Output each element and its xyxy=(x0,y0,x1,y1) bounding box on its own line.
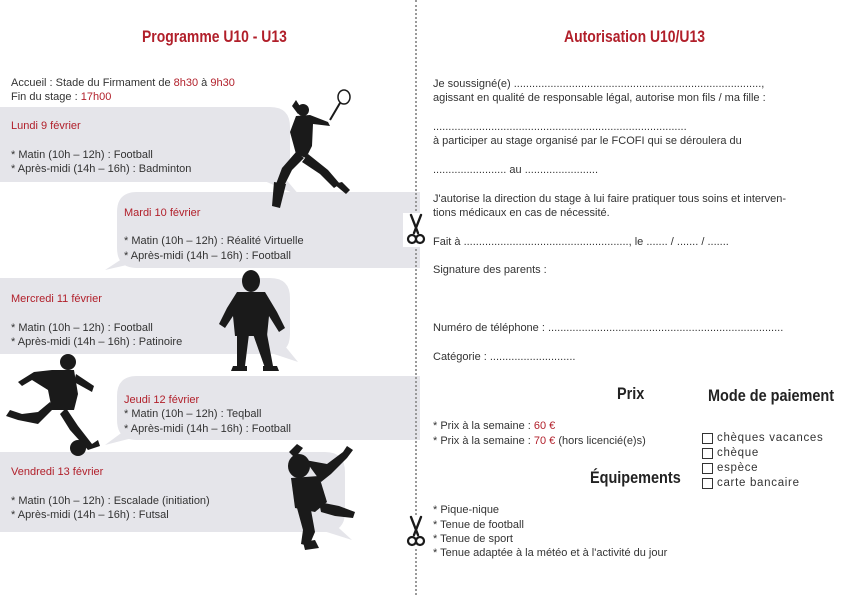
scissors-icon xyxy=(403,213,429,247)
day-apres-midi-thursday: * Après-midi (14h – 16h) : Football xyxy=(124,423,291,435)
equipment-item: * Pique-nique xyxy=(433,504,500,516)
payment-checkbox-cheques-vacances[interactable] xyxy=(702,433,713,444)
form-line-soussigne: Je soussigné(e) ................................................................................., xyxy=(433,78,765,90)
payment-checkbox-cheque[interactable] xyxy=(702,448,713,459)
day-matin-tuesday: * Matin (10h – 12h) : Réalité Virtuelle xyxy=(124,235,304,247)
day-label-monday: Lundi 9 février xyxy=(11,120,81,132)
day-label-thursday: Jeudi 12 février xyxy=(124,394,200,406)
payment-checkbox-carte-bancaire[interactable] xyxy=(702,478,713,489)
program-title: Programme U10 - U13 xyxy=(142,27,287,46)
intro-accueil: Accueil : Stade du Firmament de 8h30 à 9h30 xyxy=(11,77,235,89)
standing-person-silhouette xyxy=(215,270,290,376)
climber-silhouette xyxy=(275,442,360,552)
form-line-child-name: ................................................................................... xyxy=(433,121,687,133)
form-line-participer: à participer au stage organisé par le FCOFI qui se déroulera du xyxy=(433,135,742,147)
day-matin-monday: * Matin (10h – 12h) : Football xyxy=(11,149,153,161)
form-line-soins-2: tions médicaux en cas de nécessité. xyxy=(433,207,610,219)
prix-week-line: * Prix à la semaine : 60 € xyxy=(433,420,556,432)
day-matin-friday: * Matin (10h – 12h) : Escalade (initiation) xyxy=(11,495,210,507)
day-apres-midi-monday: * Après-midi (14h – 16h) : Badminton xyxy=(11,163,192,175)
day-apres-midi-friday: * Après-midi (14h – 16h) : Futsal xyxy=(11,509,169,521)
form-line-responsable: agissant en qualité de responsable légal, autorise mon fils / ma fille : xyxy=(433,92,766,104)
day-matin-wednesday: * Matin (10h – 12h) : Football xyxy=(11,322,153,334)
payment-option-label: carte bancaire xyxy=(717,477,800,489)
form-line-signature: Signature des parents : xyxy=(433,264,547,276)
payment-checkbox-espece[interactable] xyxy=(702,463,713,474)
form-line-soins-1: J'autorise la direction du stage à lui faire pratiquer tous soins et interven- xyxy=(433,193,787,205)
equipment-item: * Tenue de sport xyxy=(433,533,513,545)
prix-week-hors-licencies-line: * Prix à la semaine : 70 € (hors licencié(e)s) xyxy=(433,435,646,447)
badminton-player-silhouette xyxy=(268,88,358,213)
paiement-heading: Mode de paiement xyxy=(708,386,835,405)
scissors-icon xyxy=(403,515,429,549)
day-label-wednesday: Mercredi 11 février xyxy=(11,293,102,305)
prix-heading: Prix xyxy=(617,384,645,403)
day-apres-midi-tuesday: * Après-midi (14h – 16h) : Football xyxy=(124,250,291,262)
day-label-tuesday: Mardi 10 février xyxy=(124,207,201,219)
form-line-dates: ........................ au ........................ xyxy=(433,164,599,176)
payment-option-label: espèce xyxy=(717,462,759,474)
footballer-silhouette xyxy=(4,350,119,460)
cut-line xyxy=(415,0,417,595)
equipment-item: * Tenue adaptée à la météo et à l'activité du jour xyxy=(433,547,668,559)
form-line-categorie: Catégorie : ............................ xyxy=(433,351,576,363)
payment-option-label: chèques vacances xyxy=(717,432,824,444)
form-line-fait-a: Fait à ......................................................, le ....... / ....... / ....... xyxy=(433,236,729,248)
intro-fin: Fin du stage : 17h00 xyxy=(11,91,112,103)
equipements-heading: Équipements xyxy=(590,468,681,487)
authorization-title: Autorisation U10/U13 xyxy=(564,27,705,46)
day-apres-midi-wednesday: * Après-midi (14h – 16h) : Patinoire xyxy=(11,336,183,348)
equipment-item: * Tenue de football xyxy=(433,519,524,531)
day-label-friday: Vendredi 13 février xyxy=(11,466,104,478)
day-matin-thursday: * Matin (10h – 12h) : Teqball xyxy=(124,408,262,420)
form-line-telephone: Numéro de téléphone : ............................................................................. xyxy=(433,322,784,334)
payment-option-label: chèque xyxy=(717,447,759,459)
